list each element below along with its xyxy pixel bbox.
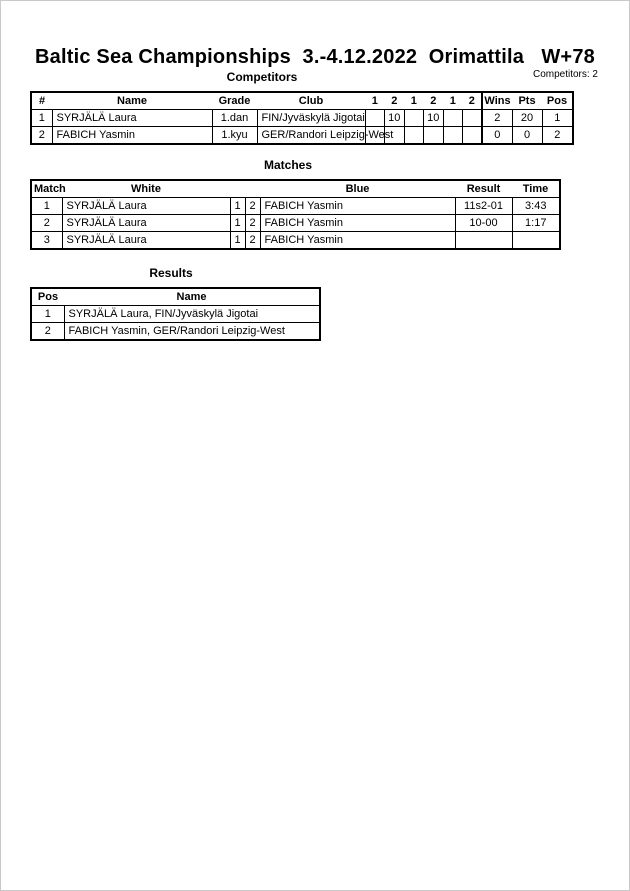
cell-white-num: 1 [230,198,245,215]
cell-blue-name: FABICH Yasmin [260,232,455,250]
table-row [31,198,560,215]
cell-num: 1 [31,110,52,127]
cell-match-num: 1 [31,198,62,215]
cell-num: 2 [31,127,52,145]
cell-name: FABICH Yasmin [52,127,212,145]
cell-match-num: 3 [31,232,62,250]
table-row [31,306,320,323]
cell-blue-num: 2 [245,198,260,215]
section-title-matches: Matches [263,158,313,172]
cell-white-num: 1 [230,232,245,250]
cell-time: 1:17 [512,215,560,232]
cell-wins: 2 [482,110,512,127]
col-header-pos: Pos [542,92,573,110]
cell-score [443,127,463,145]
col-header-round: 2 [385,92,405,110]
cell-result [455,232,512,250]
col-header-round: 2 [463,92,483,110]
cell-score [424,127,444,145]
cell-white-name: SYRJÄLÄ Laura [62,215,230,232]
cell-blue-name: FABICH Yasmin [260,215,455,232]
cell-pts: 20 [512,110,542,127]
cell-blue-num: 2 [245,232,260,250]
cell-blue-name: FABICH Yasmin [260,198,455,215]
col-header-match: Match [31,180,62,198]
cell-pos: 2 [542,127,573,145]
cell-result: 11s2-01 [455,198,512,215]
section-title-results: Results [149,266,193,280]
competitors-count: Competitors: 2 [532,69,598,80]
col-header-round: 2 [424,92,444,110]
cell-grade: 1.kyu [212,127,257,145]
cell-name: SYRJÄLÄ Laura [52,110,212,127]
col-header-round: 1 [443,92,463,110]
col-header-round: 1 [365,92,385,110]
col-header-pts: Pts [512,92,542,110]
col-header-num: # [31,92,52,110]
cell-pos: 1 [31,306,64,323]
table-row [31,232,560,250]
matches-table [30,179,561,250]
col-header-white: White [62,180,230,198]
cell-match-num: 2 [31,215,62,232]
cell-name: FABICH Yasmin, GER/Randori Leipzig-West [64,323,320,341]
col-header-club: Club [257,92,365,110]
col-header-grade: Grade [212,92,257,110]
table-row [31,110,573,127]
cell-grade: 1.dan [212,110,257,127]
table-row [31,127,573,145]
cell-blue-num: 2 [245,215,260,232]
cell-pos: 1 [542,110,573,127]
cell-pos: 2 [31,323,64,341]
cell-score [443,110,463,127]
cell-club: GER/Randori Leipzig-West [257,127,365,145]
competitors-header-row [31,92,573,110]
matches-header-row [31,180,560,198]
cell-wins: 0 [482,127,512,145]
cell-score [365,110,385,127]
cell-club: FIN/Jyväskylä Jigotai [257,110,365,127]
cell-score: 10 [424,110,444,127]
cell-result: 10-00 [455,215,512,232]
results-table [30,287,321,341]
table-row [31,323,320,341]
page-title: Baltic Sea Championships 3.-4.12.2022 Orimattila W+78 [35,46,595,68]
cell-score [463,110,483,127]
cell-score: 10 [385,110,405,127]
section-title-competitors: Competitors [226,70,298,84]
table-row [31,215,560,232]
results-header-row [31,288,320,306]
cell-time [512,232,560,250]
col-header-time: Time [512,180,560,198]
cell-name: SYRJÄLÄ Laura, FIN/Jyväskylä Jigotai [64,306,320,323]
col-header-name: Name [64,288,320,306]
cell-score [404,127,424,145]
col-header-blue-num [245,180,260,198]
col-header-pos: Pos [31,288,64,306]
col-header-blue: Blue [260,180,455,198]
col-header-name: Name [52,92,212,110]
cell-score [463,127,483,145]
cell-white-num: 1 [230,215,245,232]
col-header-white-num [230,180,245,198]
cell-white-name: SYRJÄLÄ Laura [62,232,230,250]
cell-time: 3:43 [512,198,560,215]
cell-white-name: SYRJÄLÄ Laura [62,198,230,215]
col-header-wins: Wins [482,92,512,110]
cell-score [404,110,424,127]
competitors-table [30,91,574,145]
cell-pts: 0 [512,127,542,145]
col-header-result: Result [455,180,512,198]
col-header-round: 1 [404,92,424,110]
